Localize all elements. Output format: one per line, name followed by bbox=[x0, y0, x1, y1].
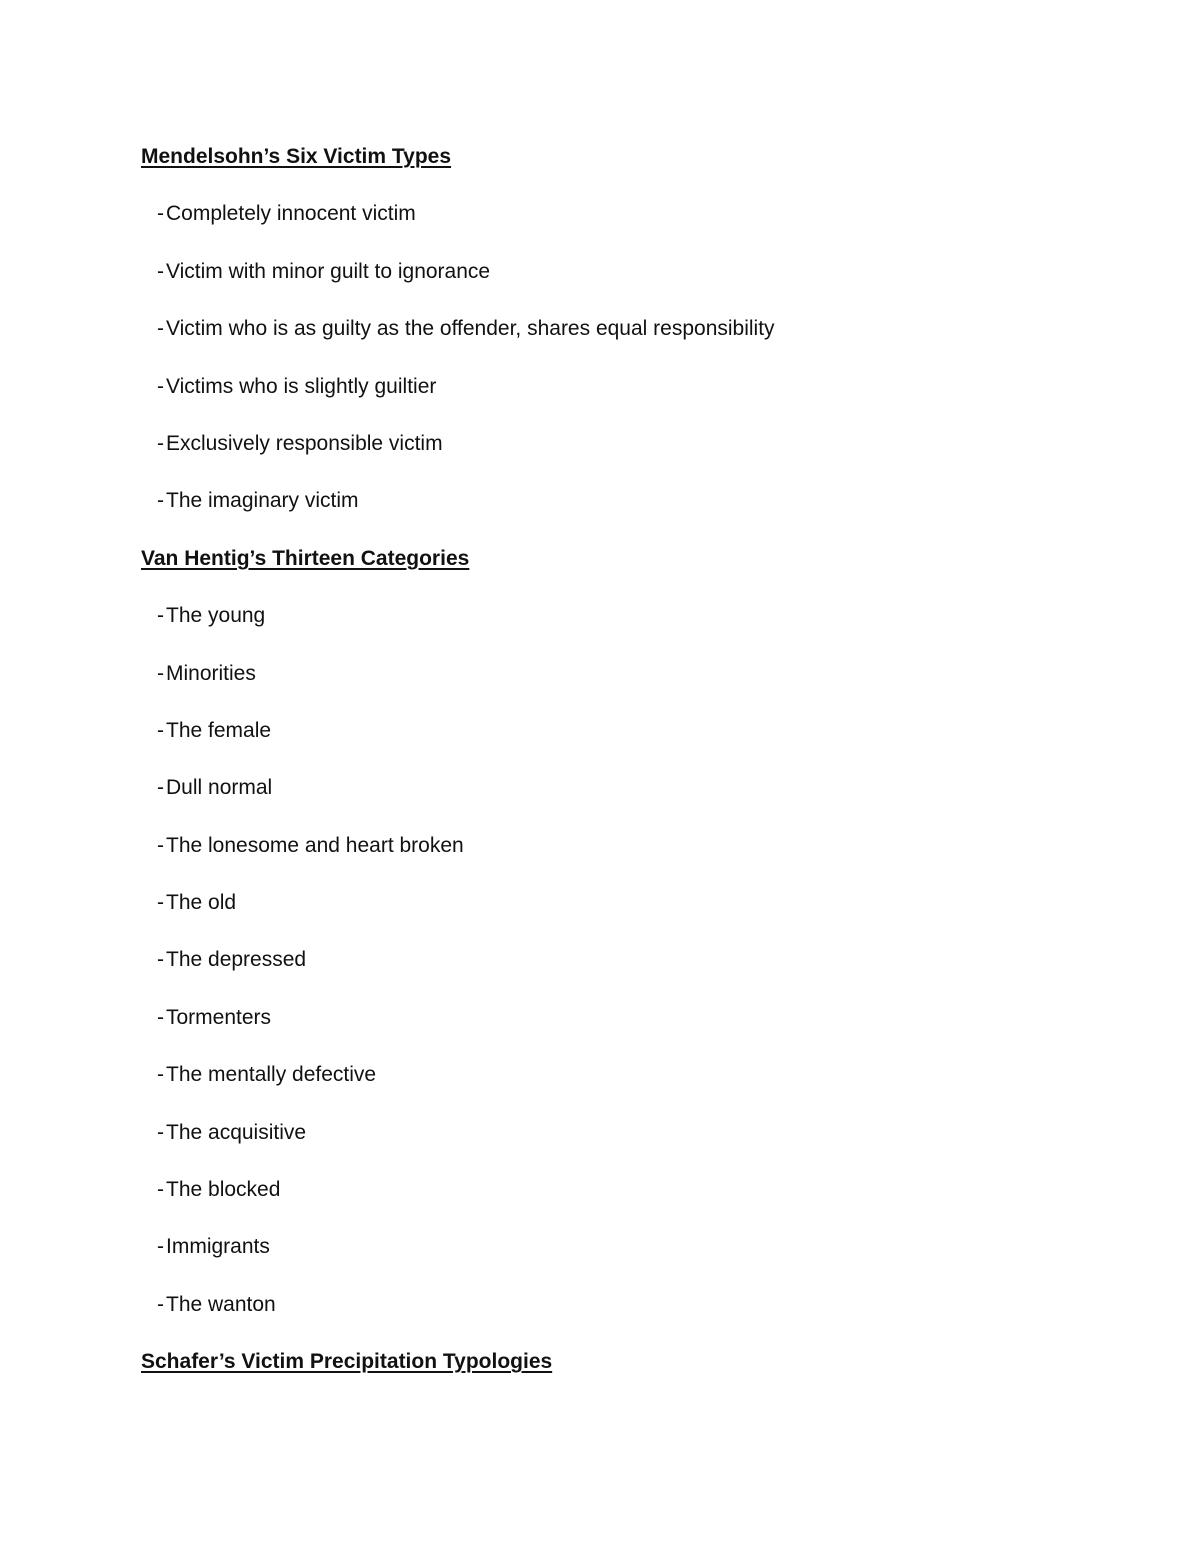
bullet-dash: - bbox=[157, 948, 164, 972]
list-item-text: The young bbox=[166, 604, 266, 628]
bullet-dash: - bbox=[157, 1120, 164, 1144]
document-body bbox=[141, 140, 1041, 1403]
list-item bbox=[141, 1173, 1041, 1230]
list-item-text: The imaginary victim bbox=[166, 489, 359, 513]
bullet-dash: - bbox=[157, 661, 164, 685]
list-item-text: The old bbox=[166, 891, 237, 915]
bullet-dash: - bbox=[157, 317, 164, 341]
bullet-dash: - bbox=[157, 1235, 164, 1259]
bullet-dash: - bbox=[157, 833, 164, 857]
list-item bbox=[141, 484, 1041, 541]
list-item-text: Exclusively responsible victim bbox=[166, 431, 443, 455]
list-item-text: Tormenters bbox=[166, 1005, 272, 1029]
bullet-dash: - bbox=[157, 431, 164, 455]
bullet-dash: - bbox=[157, 604, 164, 628]
list-item bbox=[141, 427, 1041, 484]
bullet-dash: - bbox=[157, 1292, 164, 1316]
bullet-dash: - bbox=[157, 202, 164, 226]
bullet-dash: - bbox=[157, 1005, 164, 1029]
list-item-text: The blocked bbox=[166, 1178, 281, 1202]
bullet-dash: - bbox=[157, 776, 164, 800]
list-item bbox=[141, 370, 1041, 427]
list-item-text: Victim with minor guilt to ignorance bbox=[166, 259, 491, 283]
bullet-dash: - bbox=[157, 718, 164, 742]
list-item-text: The mentally defective bbox=[166, 1063, 377, 1087]
bullet-dash: - bbox=[157, 374, 164, 398]
bullet-dash: - bbox=[157, 489, 164, 513]
list-item bbox=[141, 1288, 1041, 1345]
list-item-text: Completely innocent victim bbox=[166, 202, 416, 226]
list-item-text: Immigrants bbox=[166, 1235, 270, 1259]
list-item-text: Dull normal bbox=[166, 776, 273, 800]
list-item bbox=[141, 312, 1041, 369]
list-item bbox=[141, 255, 1041, 312]
list-item bbox=[141, 599, 1041, 656]
list-item bbox=[141, 829, 1041, 886]
section-heading-mendelsohn: Mendelsohn’s Six Victim Types bbox=[141, 145, 452, 168]
list-item-text: The wanton bbox=[166, 1292, 276, 1316]
list-item-text: The acquisitive bbox=[166, 1120, 307, 1144]
list-item bbox=[141, 1116, 1041, 1173]
list-item-text: The female bbox=[166, 718, 272, 742]
bullet-dash: - bbox=[157, 259, 164, 283]
list-item bbox=[141, 886, 1041, 943]
list-item bbox=[141, 1230, 1041, 1287]
list-item-text: Victim who is as guilty as the offender, shares equal responsibility bbox=[166, 317, 775, 341]
section-heading-van-hentig: Van Hentig’s Thirteen Categories bbox=[141, 546, 470, 570]
bullet-dash: - bbox=[157, 1063, 164, 1087]
list-item-text: Minorities bbox=[166, 661, 256, 685]
list-item-text: The lonesome and heart broken bbox=[166, 833, 464, 857]
section-heading-schafer: Schafer’s Victim Precipitation Typologies bbox=[141, 1350, 553, 1374]
list-item bbox=[141, 657, 1041, 714]
bullet-dash: - bbox=[157, 891, 164, 915]
list-item bbox=[141, 943, 1041, 1000]
list-item bbox=[141, 1001, 1041, 1058]
list-item-text: Victims who is slightly guiltier bbox=[166, 374, 437, 398]
list-item bbox=[141, 714, 1041, 771]
list-item bbox=[141, 1058, 1041, 1115]
list-item bbox=[141, 771, 1041, 828]
list-item bbox=[141, 197, 1041, 254]
list-item-text: The depressed bbox=[166, 948, 307, 972]
bullet-dash: - bbox=[157, 1178, 164, 1202]
